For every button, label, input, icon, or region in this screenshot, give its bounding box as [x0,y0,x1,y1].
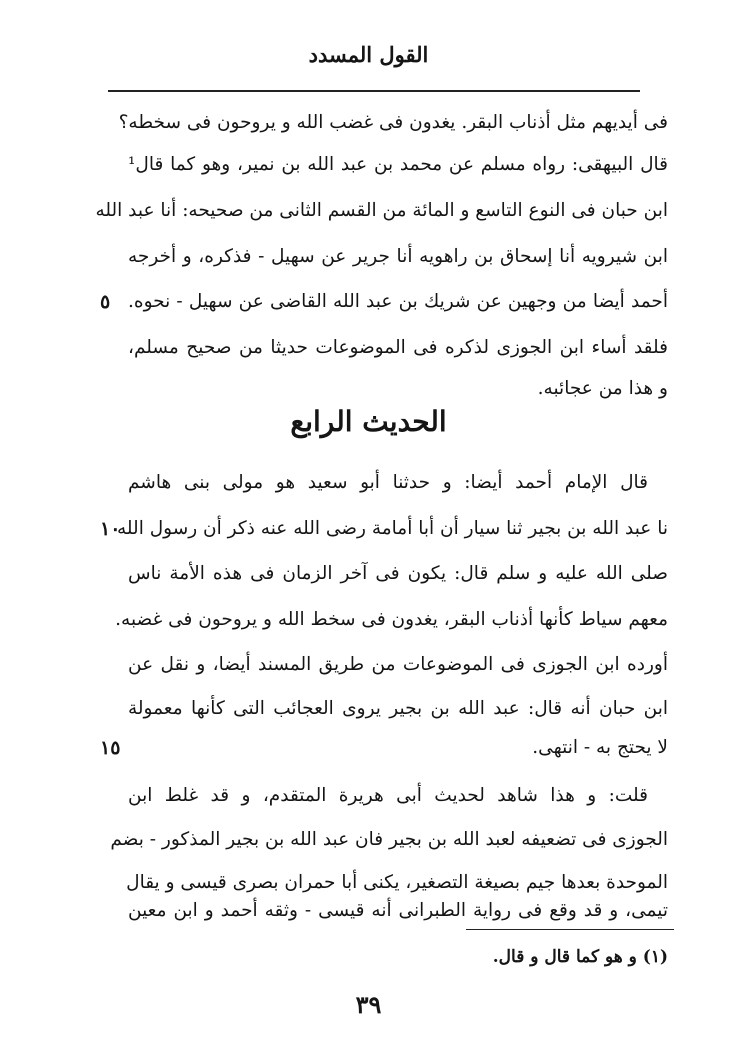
text-line: تيمى، و قد وقع فى رواية الطبرانى أنه قيسى - وثقه أحمد و ابن معين [128,900,668,921]
line-number: ٥ [100,291,111,313]
text-line: فلقد أساء ابن الجوزى لذكره فى الموضوعات حديثا من صحيح مسلم، [128,337,668,358]
text-line: قال الإمام أحمد أيضا: و حدثنا أبو سعيد هو مولى بنى هاشم [128,472,648,493]
line-number: ١٠ [100,518,121,540]
text-line: ابن حبان أنه قال: عبد الله بن بجير يروى العجائب التى كأنها معمولة [128,698,668,719]
text-line: ابن شيرويه أنا إسحاق بن راهويه أنا جرير عن سهيل - فذكره، و أخرجه [128,246,668,267]
text-line: نا عبد الله بن بجير ثنا سيار أن أبا أمامة رضى الله عنه ذكر أن رسول الله [117,518,668,539]
text-line: أحمد أيضا من وجهين عن شريك بن عبد الله القاضى عن سهيل - نحوه. [128,291,668,312]
running-header: القول المسدد [308,42,429,67]
header-rule [108,90,640,92]
text-line: ابن حبان فى النوع التاسع و المائة من القسم الثانى من صحيحه: أنا عبد الله [95,200,668,221]
text-line: أورده ابن الجوزى فى الموضوعات من طريق المسند أيضا، و نقل عن [128,654,668,675]
text-line: لا يحتج به - انتهى. [532,737,668,758]
text-line: فى أيديهم مثل أذناب البقر. يغدون فى غضب الله و يروحون فى سخطه؟ [118,112,668,133]
page-number: ٣٩ [355,990,382,1019]
text-line: قلت: و هذا شاهد لحديث أبى هريرة المتقدم، و قد غلط ابن [128,785,648,806]
text-line: الجوزى فى تضعيفه لعبد الله بن بجير فان عبد الله بن بجير المذكور - بضم [110,829,668,850]
line-number: ١٥ [100,737,121,759]
text-line: صلى الله عليه و سلم قال: يكون فى آخر الزمان فى هذه الأمة ناس [128,563,668,584]
text-line: و هذا من عجائبه. [537,378,668,399]
text-line: معهم سياط كأنها أذناب البقر، يغدون فى سخط الله و يروحون فى غضبه. [115,609,668,630]
section-heading: الحديث الرابع [290,405,447,438]
footnote: (١) و هو كما قال و قال. [492,947,668,967]
footnote-rule [466,929,674,930]
text-line: قال البيهقى: رواه مسلم عن محمد بن عبد الله بن نمير، وهو كما قال¹ [128,154,668,175]
text-line: الموحدة بعدها جيم بصيغة التصغير، يكنى أبا حمران بصرى قيسى و يقال [126,872,668,893]
